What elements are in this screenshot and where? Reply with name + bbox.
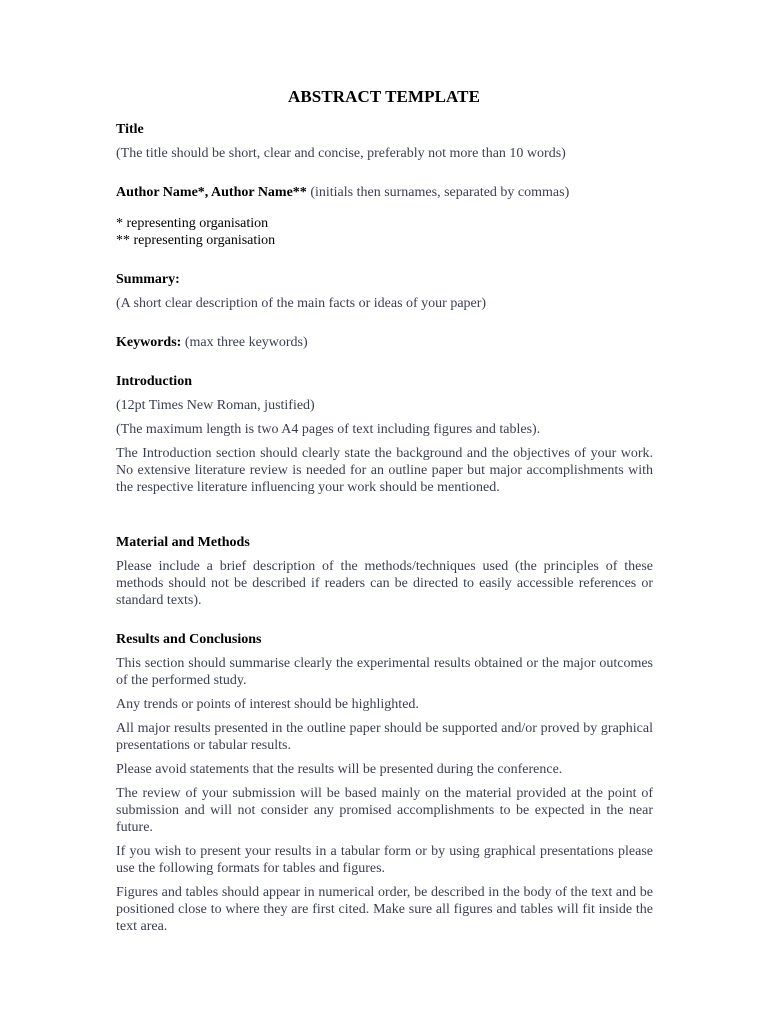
document-title: ABSTRACT TEMPLATE xyxy=(287,87,481,106)
introduction-heading: Introduction xyxy=(116,374,192,389)
summary-heading: Summary: xyxy=(116,272,180,287)
introduction-paragraph-3: The Introduction section should clearly state the background and the objectives of your work. No extensive literature review is needed for an outline paper but major accomplishments with the respective literature influencing your work should be mentioned. xyxy=(116,446,653,495)
keywords-note: (max three keywords) xyxy=(181,335,308,350)
summary-note: (A short clear description of the main facts or ideas of your paper) xyxy=(116,296,487,311)
results-paragraph-6: If you wish to present your results in a tabular form or by using graphical presentations please use the following formats for tables and figures. xyxy=(116,844,653,876)
results-paragraph-5: The review of your submission will be based mainly on the material provided at the point of submission and will not consider any promised accomplishments to be expected in the near future. xyxy=(116,786,653,835)
keywords-heading: Keywords: xyxy=(116,335,182,350)
results-paragraph-2: Any trends or points of interest should be highlighted. xyxy=(116,697,419,712)
introduction-paragraph-1: (12pt Times New Roman, justified) xyxy=(116,398,315,413)
title-heading: Title xyxy=(116,122,144,137)
keywords-line xyxy=(116,334,653,351)
methods-paragraph-1: Please include a brief description of the methods/techniques used (the principles of these methods should not be described if readers can be directed to easily accessible references or standard texts). xyxy=(116,559,653,608)
results-paragraph-3: All major results presented in the outline paper should be supported and/or proved by graphical presentations or tabular results. xyxy=(116,721,653,753)
methods-heading: Material and Methods xyxy=(116,535,250,550)
results-paragraph-1: This section should summarise clearly the experimental results obtained or the major outcomes of the performed study. xyxy=(116,656,653,688)
author-note: (initials then surnames, separated by commas) xyxy=(306,185,570,200)
results-heading: Results and Conclusions xyxy=(116,632,262,647)
author-line xyxy=(116,184,653,201)
introduction-paragraph-2: (The maximum length is two A4 pages of text including figures and tables). xyxy=(116,422,541,437)
author-org-1: * representing organisation xyxy=(116,216,269,231)
author-org-2: ** representing organisation xyxy=(116,233,276,248)
results-paragraph-4: Please avoid statements that the results will be presented during the conference. xyxy=(116,762,563,777)
results-paragraph-7: Figures and tables should appear in numerical order, be described in the body of the text and be positioned close to where they are first cited. Make sure all figures and tables will fit inside the text area. xyxy=(116,885,653,934)
author-names: Author Name*, Author Name** xyxy=(116,185,307,200)
title-note: (The title should be short, clear and concise, preferably not more than 10 words) xyxy=(116,146,566,161)
